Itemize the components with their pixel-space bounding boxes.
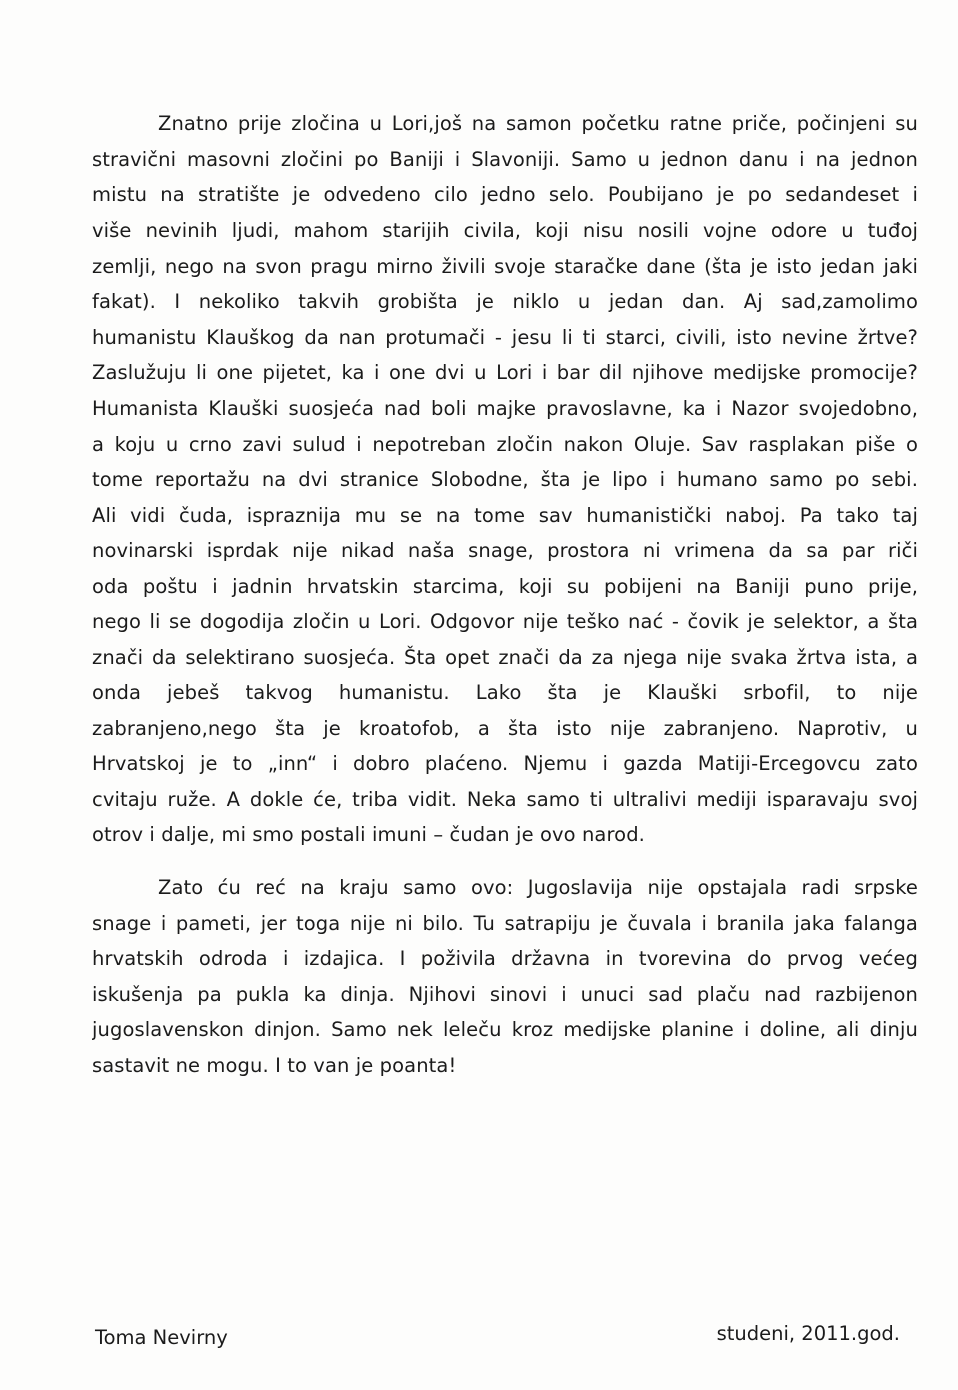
text-line: stravični masovni zločini po Baniji i Slavoniji. Samo u jednon danu i na jednon xyxy=(92,148,918,171)
text-line: iskušenja pa pukla ka dinja. Njihovi sinovi i unuci sad plaču nad razbijenon xyxy=(92,983,918,1006)
text-line: otrov i dalje, mi smo postali imuni – čudan je ovo narod. xyxy=(92,823,645,846)
text-line: fakat). I nekoliko takvih grobišta je niklo u jedan dan. Aj sad,zamolimo xyxy=(92,290,918,313)
text-line: Znatno prije zločina u Lori,još na samon početku ratne priče, počinjeni su xyxy=(158,112,918,135)
document-date: studeni, 2011.god. xyxy=(716,1322,900,1345)
text-line: hrvatskih odroda i izdajica. I poživila državna in tvorevina do prvog većeg xyxy=(92,947,918,970)
text-line: a koju u crno zavi sulud i nepotreban zločin nakon Oluje. Sav rasplakan piše o xyxy=(92,433,918,456)
text-line: novinarski isprdak nije nikad naša snage, prostora ni vrimena da sa par riči xyxy=(92,539,918,562)
text-line: zemlji, nego na svon pragu mirno živili svoje staračke dane (šta je isto jedan jaki xyxy=(92,255,918,278)
text-line: znači da selektirano suosjeća. Šta opet znači da za njega nije svaka žrtva ista, a xyxy=(92,646,918,669)
text-line: snage i pameti, jer toga nije ni bilo. Tu satrapiju je čuvala i branila jaka falanga xyxy=(92,912,918,935)
text-line: zabranjeno,nego šta je kroatofob, a šta isto nije zabranjeno. Naprotiv, u xyxy=(92,717,918,740)
text-line: cvitaju ruže. A dokle će, triba vidit. Neka samo ti ultralivi mediji isparavaju svoj xyxy=(92,788,918,811)
text-line: nego li se dogodija zločin u Lori. Odgovor nije teško nać - čovik je selektor, a šta xyxy=(92,610,918,633)
text-line: sastavit ne mogu. I to van je poanta! xyxy=(92,1054,457,1077)
author-signature: Toma Nevirny xyxy=(95,1326,228,1349)
text-line: oda poštu i jadnin hrvatskin starcima, koji su pobijeni na Baniji puno prije, xyxy=(92,575,918,598)
text-line: Ali vidi čuda, ispraznija mu se na tome sav humanistički naboj. Pa tako taj xyxy=(92,504,918,527)
text-line: onda jebeš takvog humanistu. Lako šta je Klauški srbofil, to nije xyxy=(92,681,918,704)
text-line: Zato ću reć na kraju samo ovo: Jugoslavija nije opstajala radi srpske xyxy=(158,876,918,899)
text-line: Humanista Klauški suosjeća nad boli majke pravoslavne, ka i Nazor svojedobno, xyxy=(92,397,918,420)
text-line: mistu na stratište je odvedeno cilo jedno selo. Poubijano je po sedandeset i xyxy=(92,183,918,206)
text-line: humanistu Klauškog da nan protumači - jesu li ti starci, civili, isto nevine žrtve? xyxy=(92,326,918,349)
text-line: jugoslavenskon dinjon. Samo nek leleču kroz medijske planine i doline, ali dinju xyxy=(92,1018,918,1041)
text-line: Zaslužuju li one pijetet, ka i one dvi u Lori i bar dil njihove medijske promocije? xyxy=(92,361,918,384)
text-line: tome reportažu na dvi stranice Slobodne, šta je lipo i humano samo po sebi. xyxy=(92,468,918,491)
text-line: više nevinih ljudi, mahom starijih civila, koji nisu nosili vojne odore u tuđoj xyxy=(92,219,918,242)
text-line: Hrvatskoj je to „inn“ i dobro plaćeno. Njemu i gazda Matiji-Ercegovcu zato xyxy=(92,752,918,775)
